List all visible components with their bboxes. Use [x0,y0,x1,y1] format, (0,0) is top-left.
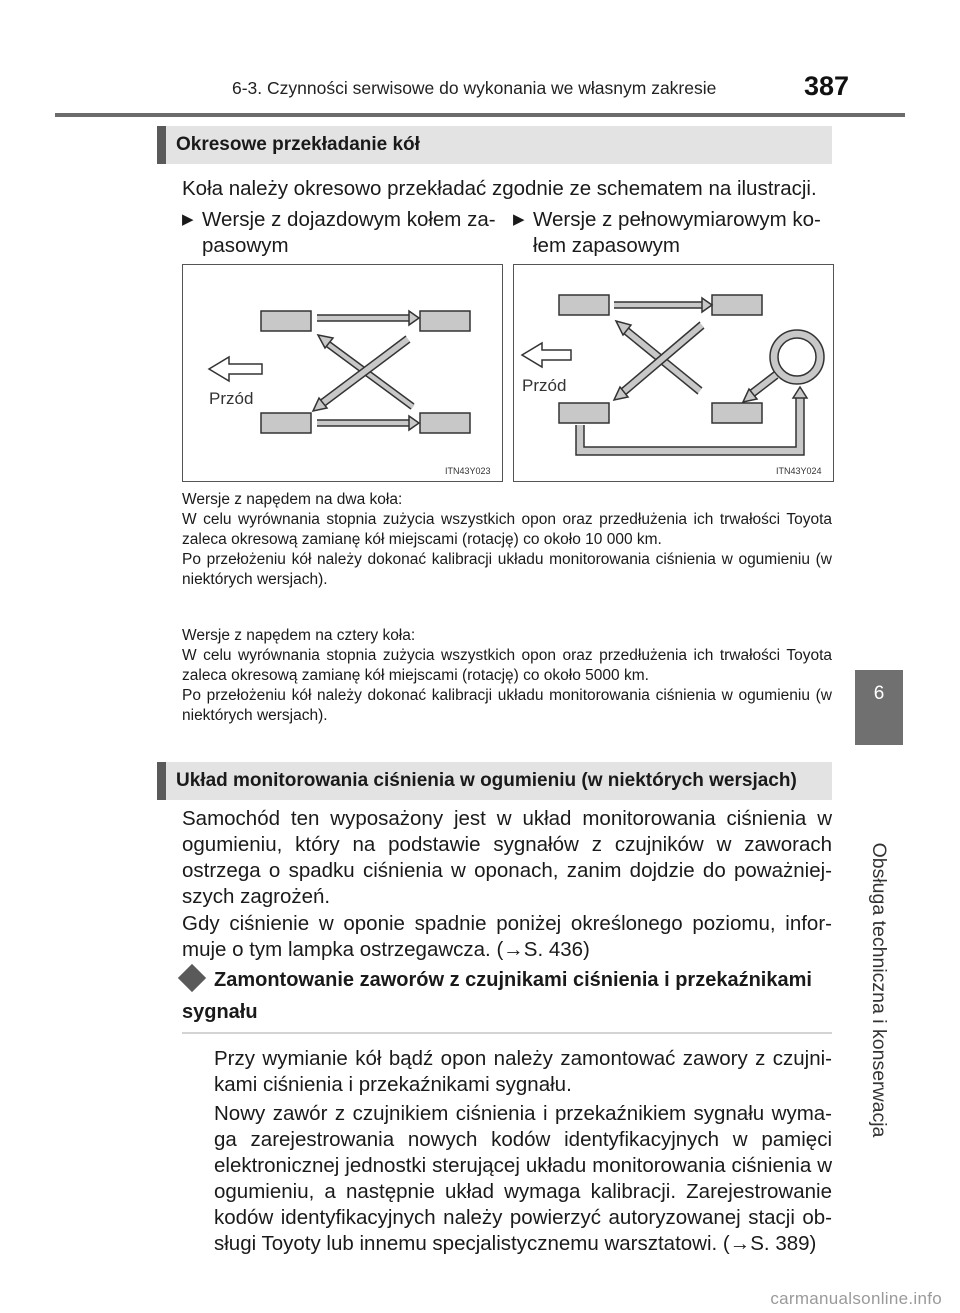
note-two-wheel-drive: Wersje z napędem na dwa koła: W celu wyrównania stopnia zużycia wszystkich opon oraz przedłużenia ich trwałości Toyota zaleca okresową zamianę kół miejscami (rotację) co około 10 000 km. Po przełożeniu kół należy dokonać kalibracji układu monitorowania ciśnienia w ogumieniu (w niektórych wersjach). [182,491,832,588]
chapter-tab [855,670,903,745]
figure-code: ITN43Y024 [776,466,822,476]
running-header: 6-3. Czynności serwisowe do wykonania we własnym zakresie [232,78,717,98]
wheel-rear-right [712,403,762,423]
wheel-front-right [420,311,470,331]
diamond-bullet-icon [178,964,206,992]
wheel-rear-left [559,403,609,423]
variant-full-spare: ▶ Wersje z pełnowymiarowym ko- łem zapasowym [513,208,821,257]
chapter-label: Obsługa techniczna i konserwacja [868,842,890,1138]
tpms-description: Samochód ten wyposażony jest w układ monitorowania ciśnienia w ogumieniu, który na podstawie sygnałów z czujników w zaworach ostrzega o spadku ciśnienia w oponach, zanim dojdzie do poważniej-szych zagrożeń. [182,807,832,908]
rotation-arrows [576,298,807,455]
wheel-front-left [261,311,311,331]
wheel-rear-left [261,413,311,433]
figure-code: ITN43Y023 [445,466,491,476]
triangle-bullet-icon: ▶ [182,211,194,228]
chapter-number: 6 [873,683,885,704]
section-heading-tpms: Układ monitorowania ciśnienia w ogumieniu (w niektórych wersjach) [157,762,832,800]
front-label: Przód [522,376,567,395]
subheading-valve-install: Zamontowanie zaworów z czujnikami ciśnienia i przekaźnikami sygnału [182,964,832,1028]
wheel-front-right [712,295,762,315]
rotation-diagram-full-spare [513,264,834,482]
variant-compact-spare: ▶ Wersje z dojazdowym kołem za- pasowym [182,208,496,257]
subheading-rule [182,1032,832,1034]
front-label: Przód [209,389,254,408]
valve-registration-note: Nowy zawór z czujnikiem ciśnienia i przekaźnikiem sygnału wyma-ga zarejestrowania nowych kodów identyfikacyjnych w pamięci elektronicznej jednostki sterującej układu monitorowania ciśnienia w ogumieniu, a następnie układ wymaga kalibracji. Zarejestrowanie kodów identyfikacyjnych należy powierzyć autoryzowanej stacji ob-sługi Toyoty lub innemu specjalistycznemu warsztatowi. (→S. 389) [214,1102,832,1255]
front-direction-arrow-icon [522,343,571,367]
watermark: carmanualsonline.info [770,1289,942,1308]
tpms-warning-light-note: Gdy ciśnienie w oponie spadnie poniżej określonego poziomu, infor-muje o tym lampka ostrzegawcza. (→S. 436) [182,912,832,961]
rotation-diagram-compact-spare [182,264,503,482]
triangle-bullet-icon: ▶ [513,211,525,228]
section-heading-rotation: Okresowe przekładanie kół [157,126,832,164]
front-direction-arrow-icon [209,357,262,381]
valve-install-note: Przy wymianie kół bądź opon należy zamontować zawory z czujni-kami ciśnienia i przekaźnikami sygnału. [214,1047,832,1096]
spare-wheel-icon [770,330,824,384]
note-four-wheel-drive: Wersje z napędem na cztery koła: W celu wyrównania stopnia zużycia wszystkich opon oraz przedłużenia ich trwałości Toyota zaleca okresową zamianę kół miejscami (rotację) co około 5000 km. Po przełożeniu kół należy dokonać kalibracji układu monitorowania ciśnienia w ogumieniu (w niektórych wersjach). [182,627,832,724]
rotation-intro: Koła należy okresowo przekładać zgodnie ze schematem na ilustracji. [182,177,817,200]
page-number: 387 [804,71,850,101]
header-rule [55,113,905,117]
rotation-arrows [313,311,419,430]
wheel-rear-right [420,413,470,433]
wheel-front-left [559,295,609,315]
